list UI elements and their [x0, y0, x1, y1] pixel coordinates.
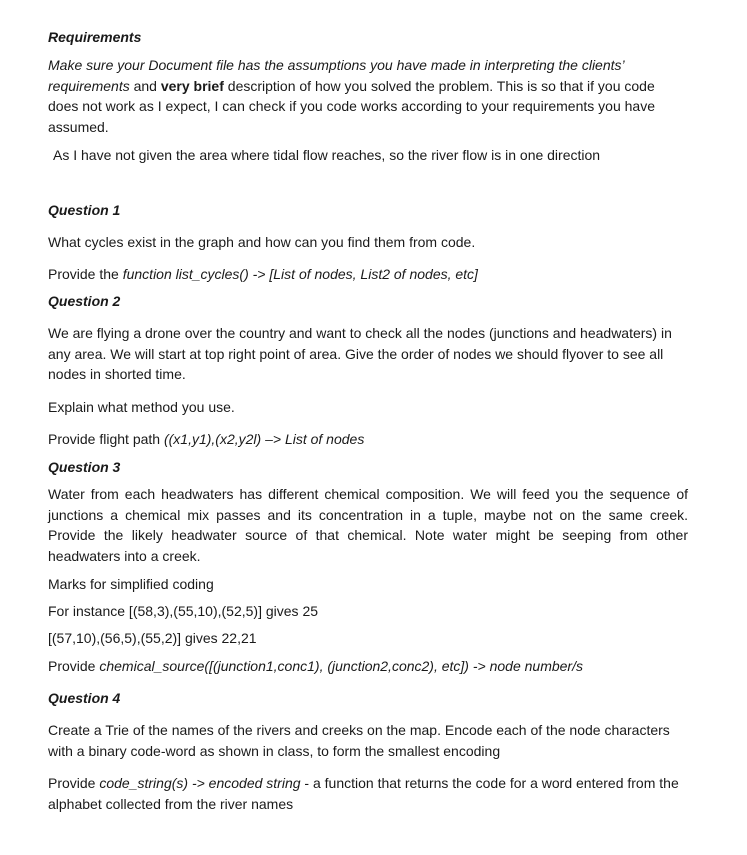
requirements-italic-text: Make sure your Document file has the assumptions you have made in interpreting the clients’ requirements — [48, 57, 624, 94]
question-2-function-signature: ((x1,y1),(x2,y2l) –> List of nodes — [163, 431, 365, 447]
question-3-function-signature: chemical_source([(junction1,conc1), (junction2,conc2), etc]) -> node number/s — [99, 658, 583, 674]
question-1-function-signature: function list_cycles() -> [List of nodes, List2 of nodes, etc] — [122, 266, 478, 282]
question-3-provide-prefix: Provide — [48, 658, 100, 674]
question-3-provide — [48, 656, 688, 677]
question-3-text: Water from each headwaters has different chemical composition. We will feed you the sequence of junctions a chemical mix passes and its concentration in a tuple, maybe not on the same creek. Provide the likely headwater source of that chemical. Note water might be seeping from other headwaters into a creek. — [48, 486, 688, 564]
requirements-rest-text: description of how you solved the problem. This is so that if you code does not work as I expect, I can check if you code works according to your requirements you have assumed. — [48, 77, 655, 135]
question-2-explain: Explain what method you use. — [48, 399, 235, 415]
question-2-text: We are flying a drone over the country and want to check all the nodes (junctions and headwaters) in any area. We will start at top right point of area. Give the order of nodes we should flyover to see all nodes in shorted time. — [48, 325, 672, 383]
requirements-bold-text: very brief — [160, 77, 224, 94]
requirements-paragraph — [48, 55, 688, 137]
question-4-provide-prefix: Provide — [48, 775, 100, 791]
question-2-provide — [48, 429, 688, 450]
question-1-text: What cycles exist in the graph and how can you find them from code. — [48, 234, 476, 250]
question-4-provide-suffix: - a function that returns the code for a word entered from the alphabet collected from the river names — [48, 775, 679, 812]
question-3-heading: Question 3 — [48, 459, 121, 475]
question-1-provide — [48, 264, 688, 285]
question-3-example-2: [(57,10),(56,5),(55,2)] gives 22,21 — [48, 630, 257, 646]
question-4-heading: Question 4 — [48, 690, 121, 706]
question-1-heading: Question 1 — [48, 202, 121, 218]
requirements-and-text: and — [129, 77, 161, 94]
question-4-text: Create a Trie of the names of the rivers and creeks on the map. Encode each of the node characters with a binary code-word as shown in class, to form the smallest encoding — [48, 722, 670, 759]
question-4-function-signature: code_string(s) -> encoded string — [99, 775, 301, 791]
question-3-example-1: For instance [(58,3),(55,10),(52,5)] gives 25 — [48, 603, 319, 619]
question-2-heading: Question 2 — [48, 293, 121, 309]
question-1-provide-prefix: Provide the — [48, 266, 123, 282]
tidal-flow-note: As I have not given the area where tidal flow reaches, so the river flow is in one direction — [53, 147, 601, 163]
requirements-heading: Requirements — [48, 29, 142, 45]
question-3-marks: Marks for simplified coding — [48, 576, 214, 592]
question-4-provide — [48, 773, 688, 814]
question-2-provide-prefix: Provide flight path — [48, 431, 164, 447]
